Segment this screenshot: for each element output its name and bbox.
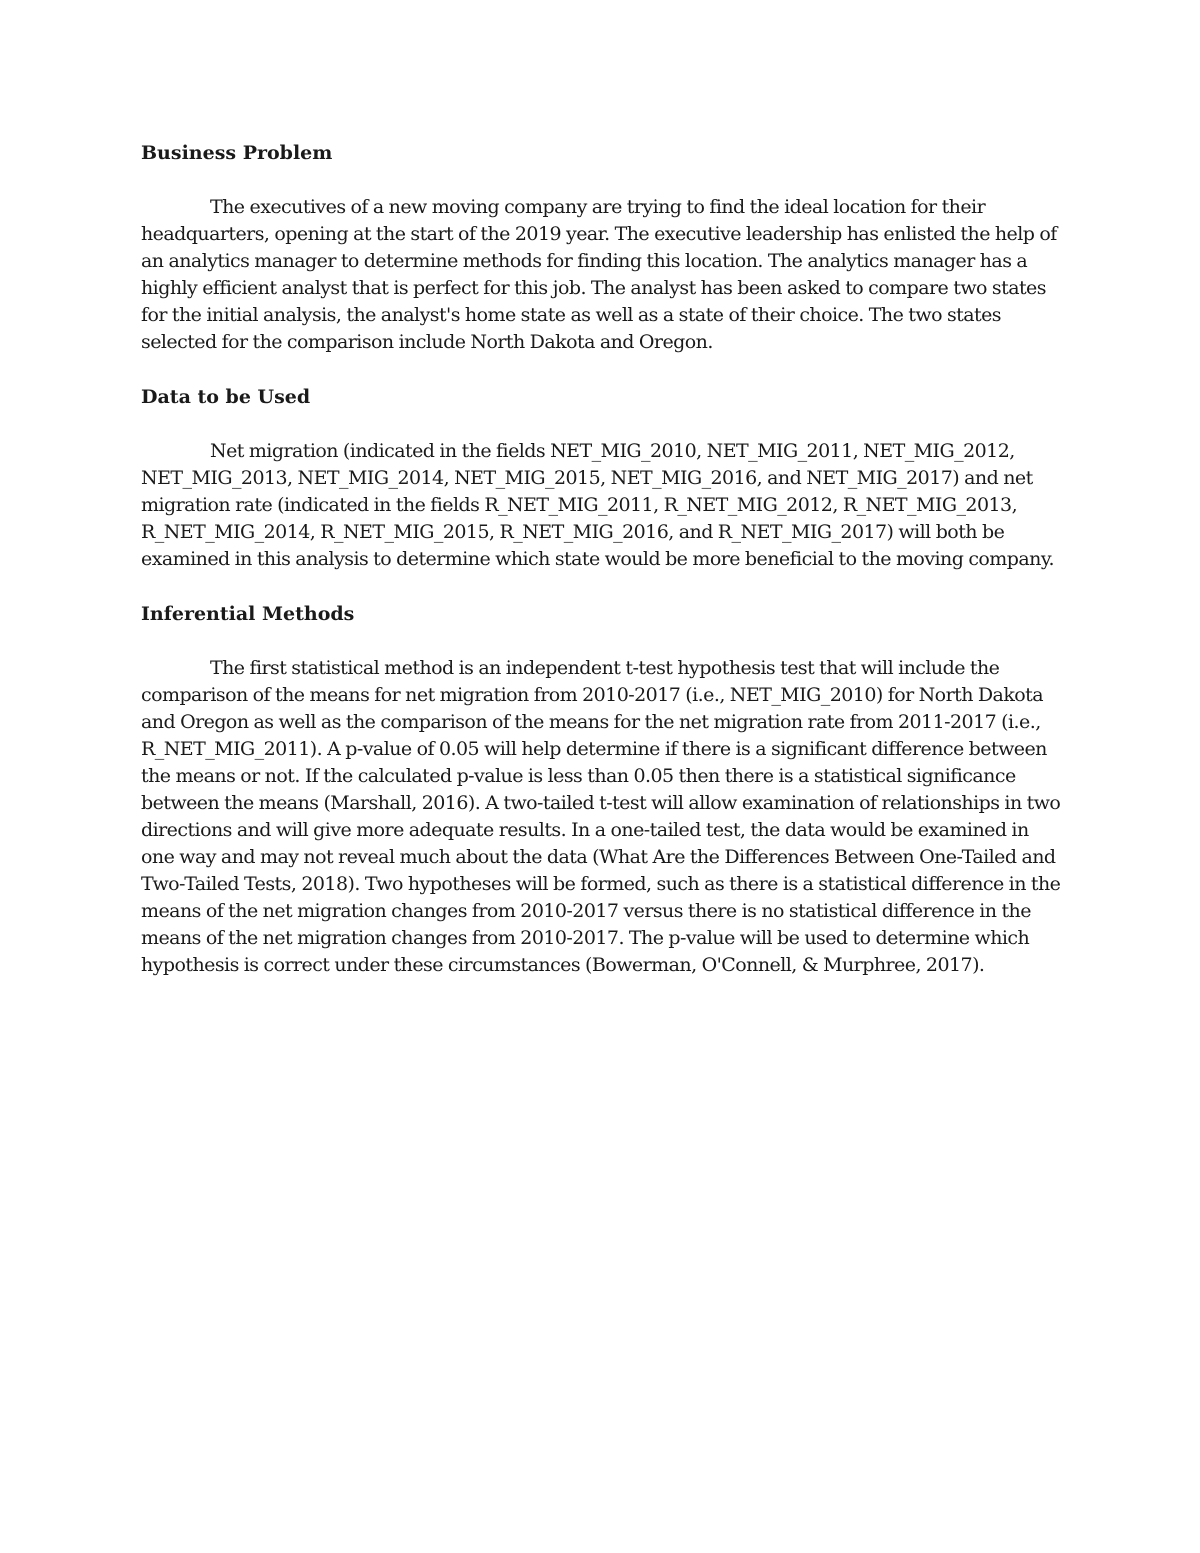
section-paragraph: The executives of a new moving company are trying to find the ideal location for their headquarters, opening at the start of the 2019 year. The executive leadership has enlisted the help of an analytics manager to determine methods for finding this location. The analytics manager has a highly efficient analyst that is perfect for this job. The analyst has been asked to compare two states for the initial analysis, the analyst's home state as well as a state of their choice. The two states selected for the comparison include North Dakota and Oregon. [141, 196, 1057, 353]
section-heading: Inferential Methods [141, 603, 355, 625]
document-body [141, 140, 1066, 1007]
section-inferential-methods [141, 601, 1066, 979]
section-data-to-be-used [141, 384, 1066, 573]
section-heading: Data to be Used [141, 386, 311, 408]
section-heading: Business Problem [141, 142, 333, 164]
section-business-problem [141, 140, 1066, 356]
section-paragraph: Net migration (indicated in the fields NET_MIG_2010, NET_MIG_2011, NET_MIG_2012, NET_MIG_2013, NET_MIG_2014, NET_MIG_2015, NET_MIG_2016, and NET_MIG_2017) and net migration rate (indicated in the fields R_NET_MIG_2011, R_NET_MIG_2012, R_NET_MIG_2013, R_NET_MIG_2014, R_NET_MIG_2015, R_NET_MIG_2016, and R_NET_MIG_2017) will both be examined in this analysis to determine which state would be more beneficial to the moving company. [141, 440, 1054, 570]
section-paragraph: The first statistical method is an independent t-test hypothesis test that will include the comparison of the means for net migration from 2010-2017 (i.e., NET_MIG_2010) for North Dakota and Oregon as well as the comparison of the means for the net migration rate from 2011-2017 (i.e., R_NET_MIG_2011). A p-value of 0.05 will help determine if there is a significant difference between the means or not. If the calculated p-value is less than 0.05 then there is a statistical significance between the means (Marshall, 2016). A two-tailed t-test will allow examination of relationships in two directions and will give more adequate results. In a one-tailed test, the data would be examined in one way and may not reveal much about the data (What Are the Differences Between One-Tailed and Two-Tailed Tests, 2018). Two hypotheses will be formed, such as there is a statistical difference in the means of the net migration changes from 2010-2017 versus there is no statistical difference in the means of the net migration changes from 2010-2017. The p-value will be used to determine which hypothesis is correct under these circumstances (Bowerman, O'Connell, & Murphree, 2017). [141, 657, 1061, 976]
